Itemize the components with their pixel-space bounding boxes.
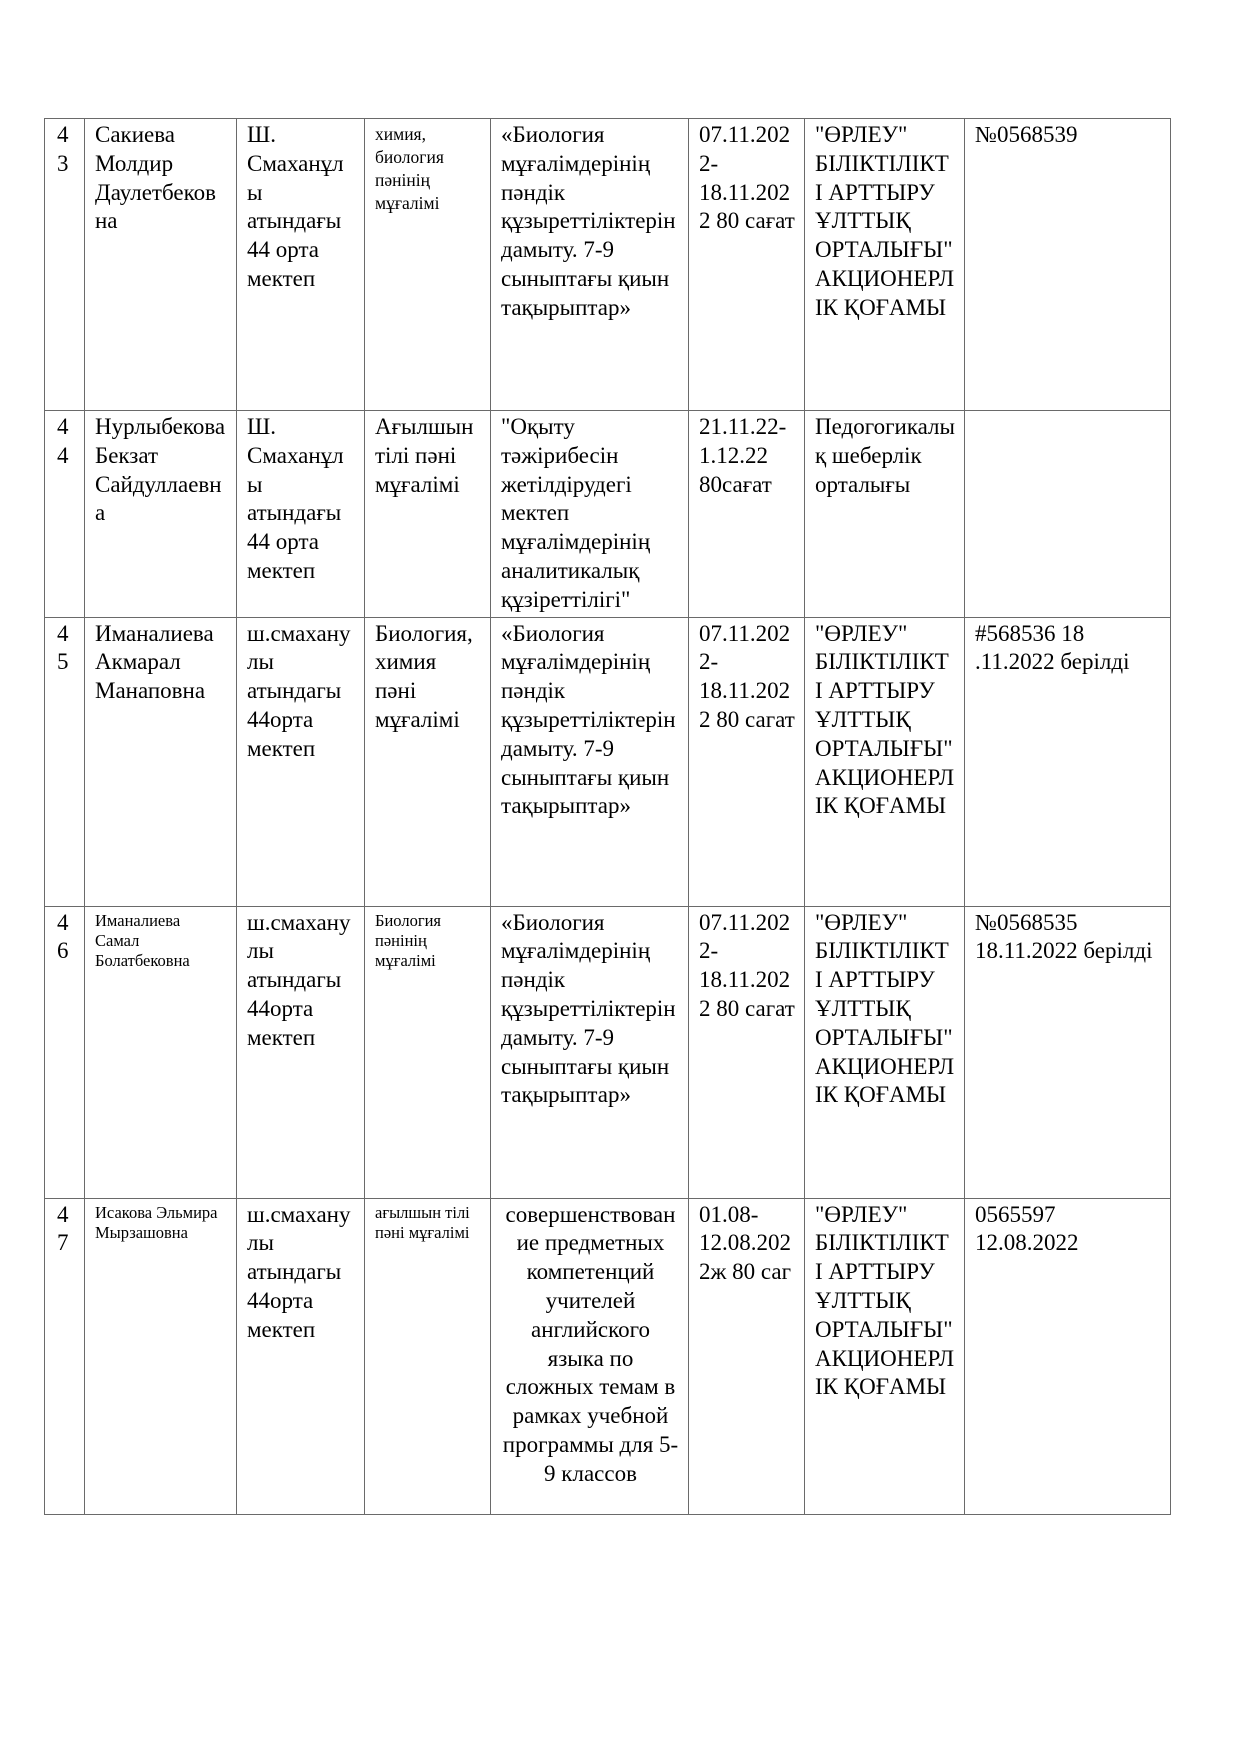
row-number: 44 xyxy=(45,411,85,618)
teacher-name: Сакиева Молдир Даулетбековна xyxy=(85,119,237,411)
subject: Ағылшын тілі пәні мұғалімі xyxy=(365,411,491,618)
organizer: "ӨРЛЕУ" БІЛІКТІЛІКТІ АРТТЫРУ ҰЛТТЫҚ ОРТАЛЫҒЫ" АКЦИОНЕРЛІК ҚОҒАМЫ xyxy=(805,906,965,1198)
course-dates: 21.11.22-1.12.22 80сағат xyxy=(689,411,805,618)
teacher-name: Нурлыбекова Бекзат Сайдуллаевна xyxy=(85,411,237,618)
table-row xyxy=(45,1198,1171,1514)
course-dates: 01.08-12.08.2022ж 80 саг xyxy=(689,1198,805,1514)
school-name: ш.смаханулы атындагы 44орта мектеп xyxy=(237,1198,365,1514)
course-title: «Биология мұғалімдерінің пәндік құзыреттіліктерін дамыту. 7-9 сыныптағы қиын тақырыптар» xyxy=(491,119,689,411)
row-number: 47 xyxy=(45,1198,85,1514)
school-name: ш.смаханулы атындагы 44орта мектеп xyxy=(237,906,365,1198)
row-number: 46 xyxy=(45,906,85,1198)
organizer: "ӨРЛЕУ" БІЛІКТІЛІКТІ АРТТЫРУ ҰЛТТЫҚ ОРТАЛЫҒЫ" АКЦИОНЕРЛІК ҚОҒАМЫ xyxy=(805,1198,965,1514)
row-number: 45 xyxy=(45,617,85,906)
course-title: "Оқыту тәжірибесін жетілдірудегі мектеп мұғалімдерінің аналитикалық құзіреттілігі" xyxy=(491,411,689,618)
school-name: Ш. Смаханұлы атындағы 44 орта мектеп xyxy=(237,119,365,411)
subject: Биология, химия пәні мұғалімі xyxy=(365,617,491,906)
teacher-name: Иманалиева Акмарал Манаповна xyxy=(85,617,237,906)
certificate xyxy=(965,411,1171,618)
course-title: «Биология мұғалімдерінің пәндік құзыреттіліктерін дамыту. 7-9 сыныптағы қиын тақырыптар» xyxy=(491,906,689,1198)
table-row xyxy=(45,906,1171,1198)
subject: ағылшын тілі пәні мұғалімі xyxy=(365,1198,491,1514)
course-dates: 07.11.2022-18.11.2022 80 сагат xyxy=(689,617,805,906)
school-name: ш.смаханулы атындагы 44орта мектеп xyxy=(237,617,365,906)
subject: химия, биология пәнінің мұғалімі xyxy=(365,119,491,411)
subject: Биология пәнінің мұғалімі xyxy=(365,906,491,1198)
course-dates: 07.11.2022-18.11.2022 80 сагат xyxy=(689,906,805,1198)
school-name: Ш. Смаханұлы атындағы 44 орта мектеп xyxy=(237,411,365,618)
certificate: 0565597 12.08.2022 xyxy=(965,1198,1171,1514)
course-dates: 07.11.2022-18.11.2022 80 сағат xyxy=(689,119,805,411)
certificate: №0568539 xyxy=(965,119,1171,411)
course-title: «Биология мұғалімдерінің пәндік құзыреттіліктерін дамыту. 7-9 сыныптағы қиын тақырыптар» xyxy=(491,617,689,906)
organizer: "ӨРЛЕУ" БІЛІКТІЛІКТІ АРТТЫРУ ҰЛТТЫҚ ОРТАЛЫҒЫ" АКЦИОНЕРЛІК ҚОҒАМЫ xyxy=(805,617,965,906)
teacher-name: Исакова Эльмира Мырзашовна xyxy=(85,1198,237,1514)
course-title: совершенствование предметных компетенций учителей английского языка по сложных темам в рамках учебной программы для 5-9 классов xyxy=(491,1198,689,1514)
organizer: "ӨРЛЕУ" БІЛІКТІЛІКТІ АРТТЫРУ ҰЛТТЫҚ ОРТАЛЫҒЫ" АКЦИОНЕРЛІК ҚОҒАМЫ xyxy=(805,119,965,411)
table-row xyxy=(45,119,1171,411)
teacher-training-table xyxy=(44,118,1171,1515)
certificate: #568536 18 .11.2022 берілді xyxy=(965,617,1171,906)
table-row xyxy=(45,617,1171,906)
organizer: Педогогикалық шеберлік орталығы xyxy=(805,411,965,618)
row-number: 43 xyxy=(45,119,85,411)
table-row xyxy=(45,411,1171,618)
certificate: №0568535 18.11.2022 берілді xyxy=(965,906,1171,1198)
teacher-name: Иманалиева Самал Болатбековна xyxy=(85,906,237,1198)
